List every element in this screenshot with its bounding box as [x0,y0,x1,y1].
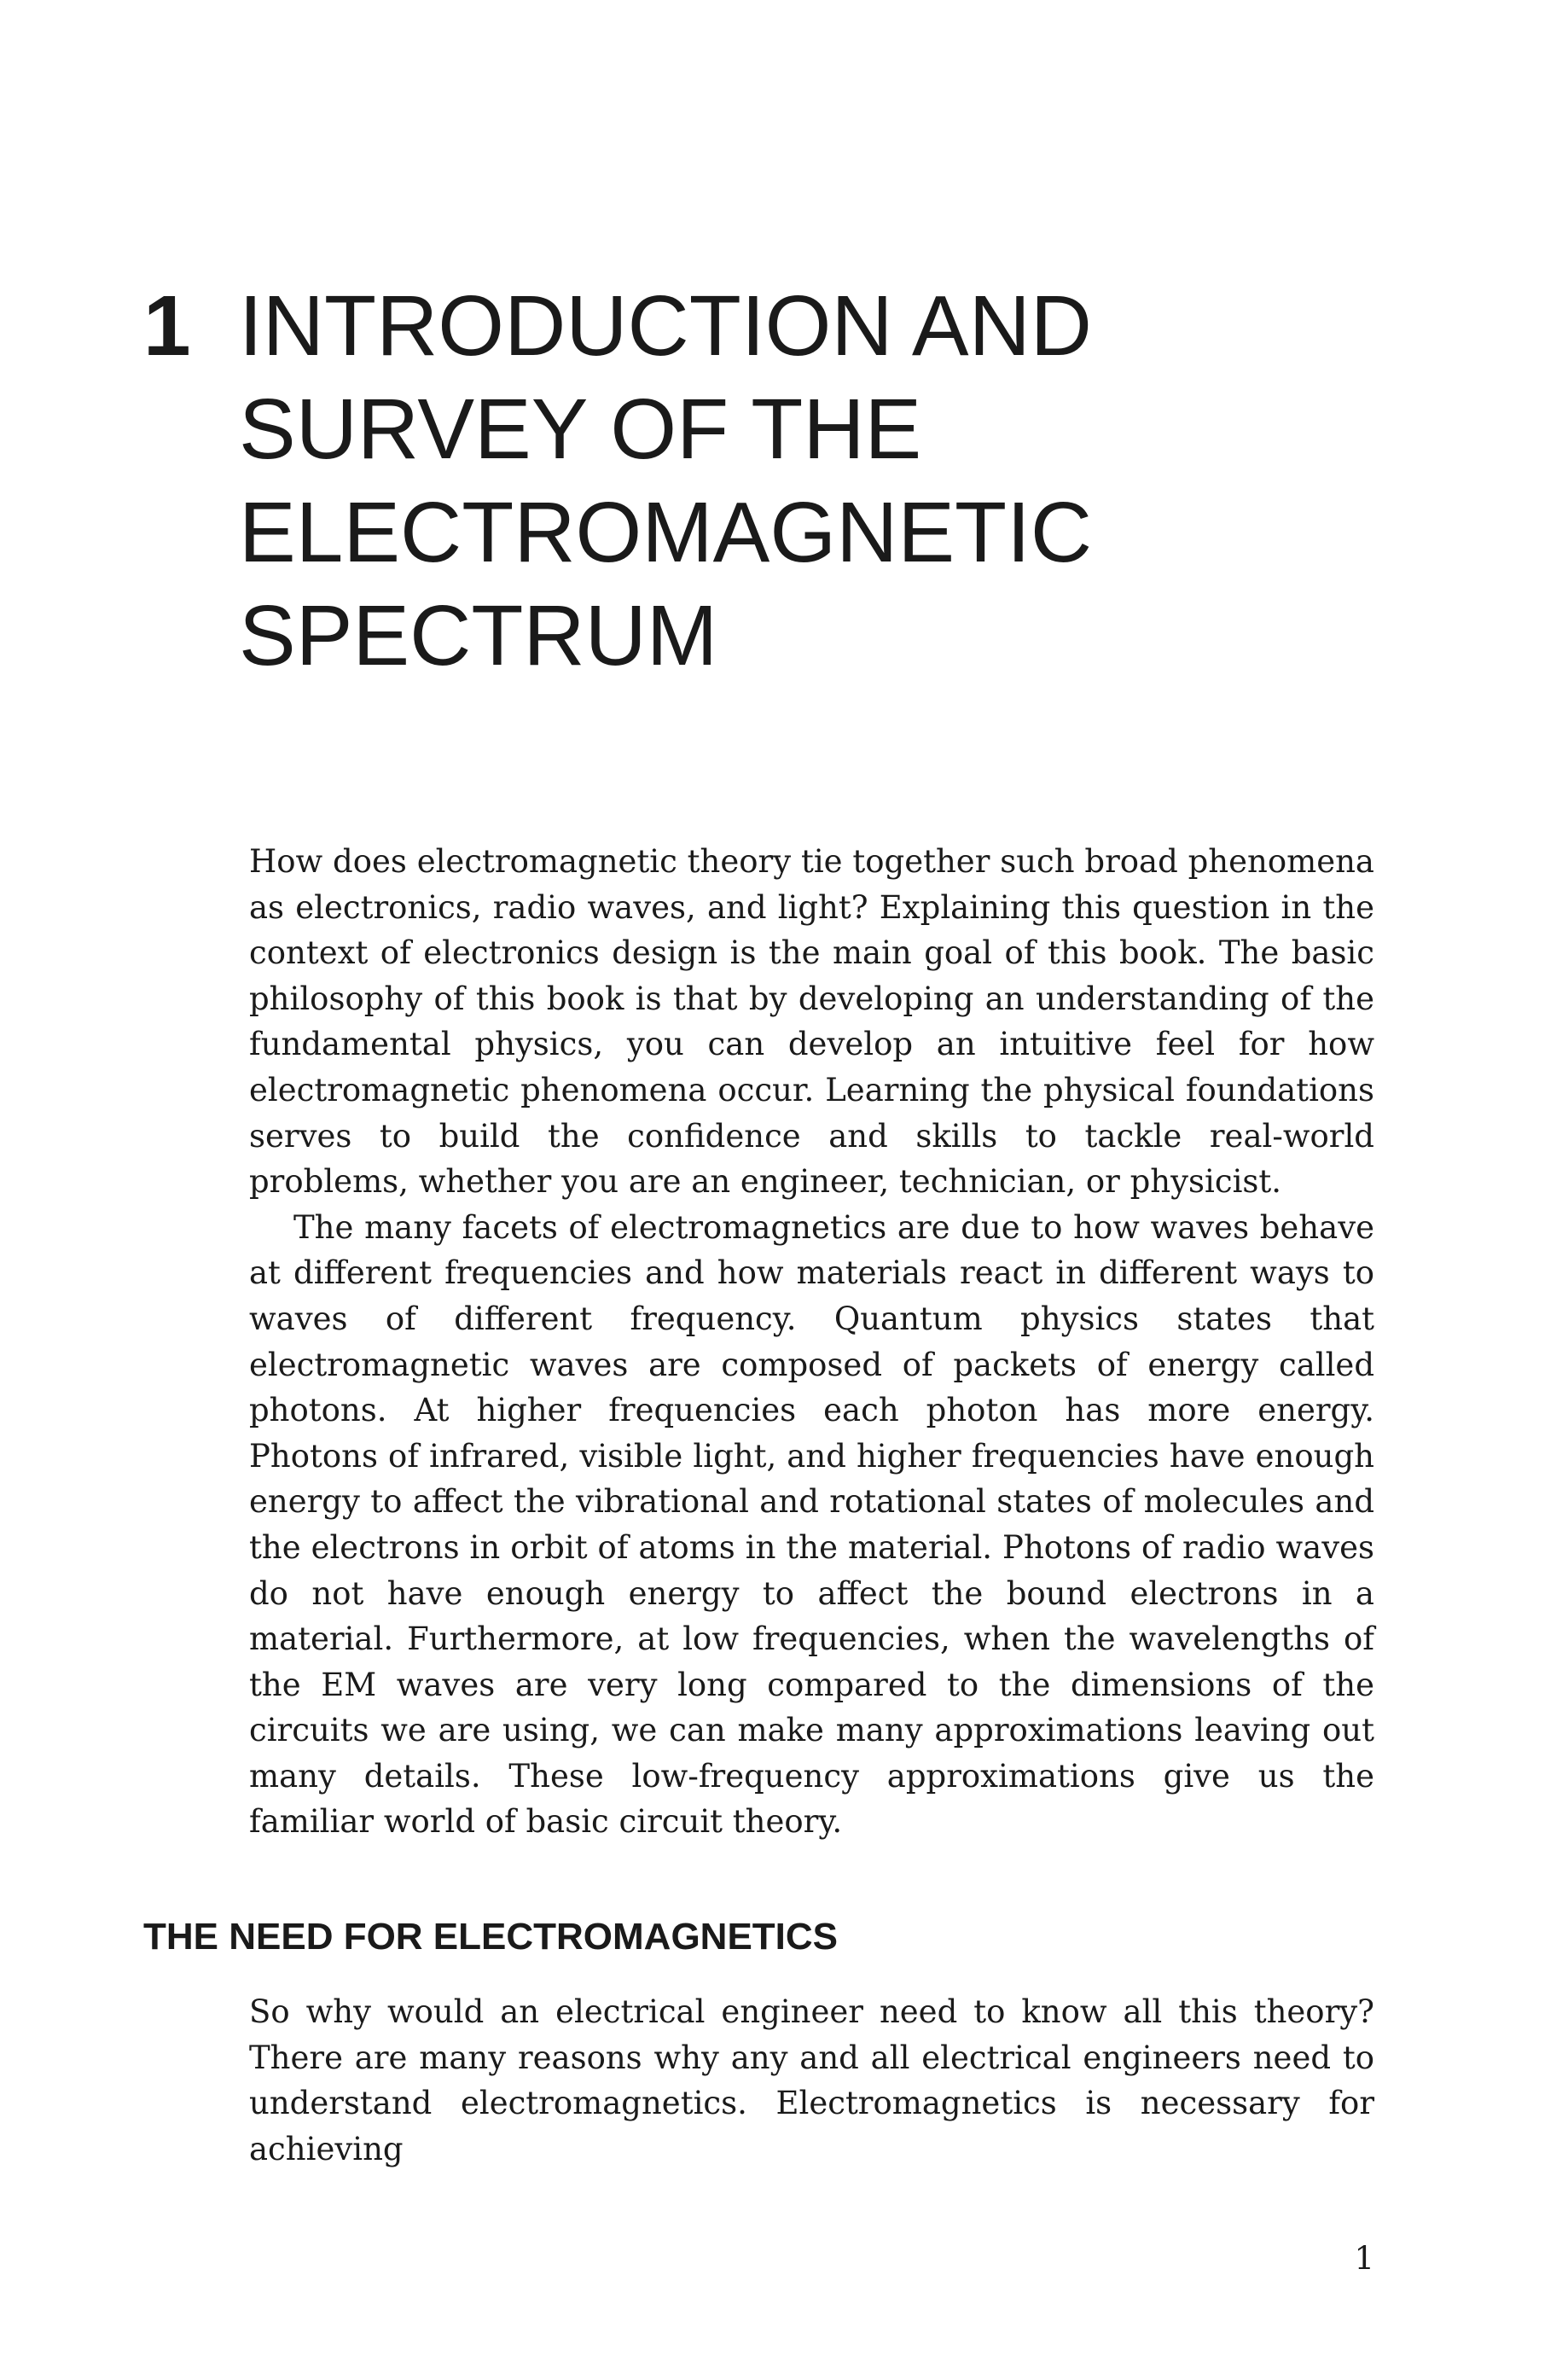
chapter-title-line: SURVEY OF THE [239,381,922,477]
chapter-title [239,275,1348,688]
page-number: 1 [1354,2240,1374,2277]
chapter-title-line: ELECTROMAGNETIC [239,485,1093,580]
intro-paragraph: The many facets of electromagnetics are due to how waves behave at different frequencies and how materials react in different ways to waves of different frequency. Quantum physics states that electromagnetic waves are composed of packets of energy called photons. At higher frequencies each photon has more energy. Photons of infrared, visible light, and higher frequencies have enough energy to affect the vibrational and rotational states of molecules and the electrons in orbit of atoms in the material. Photons of radio waves do not have enough energy to affect the bound electrons in a material. Furthermore, at low frequencies, when the wavelengths of the EM waves are very long compared to the dimensions of the circuits we are using, we can make many approximations leaving out many details. These low-frequency approximations give us the familiar world of basic circuit theory. [249,1208,1374,1841]
section-paragraph: So why would an electrical engineer need to know all this theory? There are many reasons why any and all electrical engineers need to understand electromagnetics. Electromagnetics is necessary for achieving [249,1993,1374,2167]
intro-paragraph: How does electromagnetic theory tie together such broad phenomena as electronics, radio waves, and light? Explaining this question in the context of electronics design is the main goal of this book. The basic philosophy of this book is that by developing an understanding of the fundamental physics, you can develop an intuitive feel for how electromagnetic phenomena occur. Learning the physical foundations serves to build the confidence and skills to tackle real-world problems, whether you are an engineer, technician, or physicist. [249,843,1374,1201]
chapter-number: 1 [143,278,191,374]
intro-text [249,839,1374,1845]
chapter-title-line: SPECTRUM [239,588,718,684]
section-heading: THE NEED FOR ELECTROMAGNETICS [143,1916,839,1958]
section-text [249,1989,1374,2172]
chapter-title-line: INTRODUCTION AND [239,278,1092,374]
